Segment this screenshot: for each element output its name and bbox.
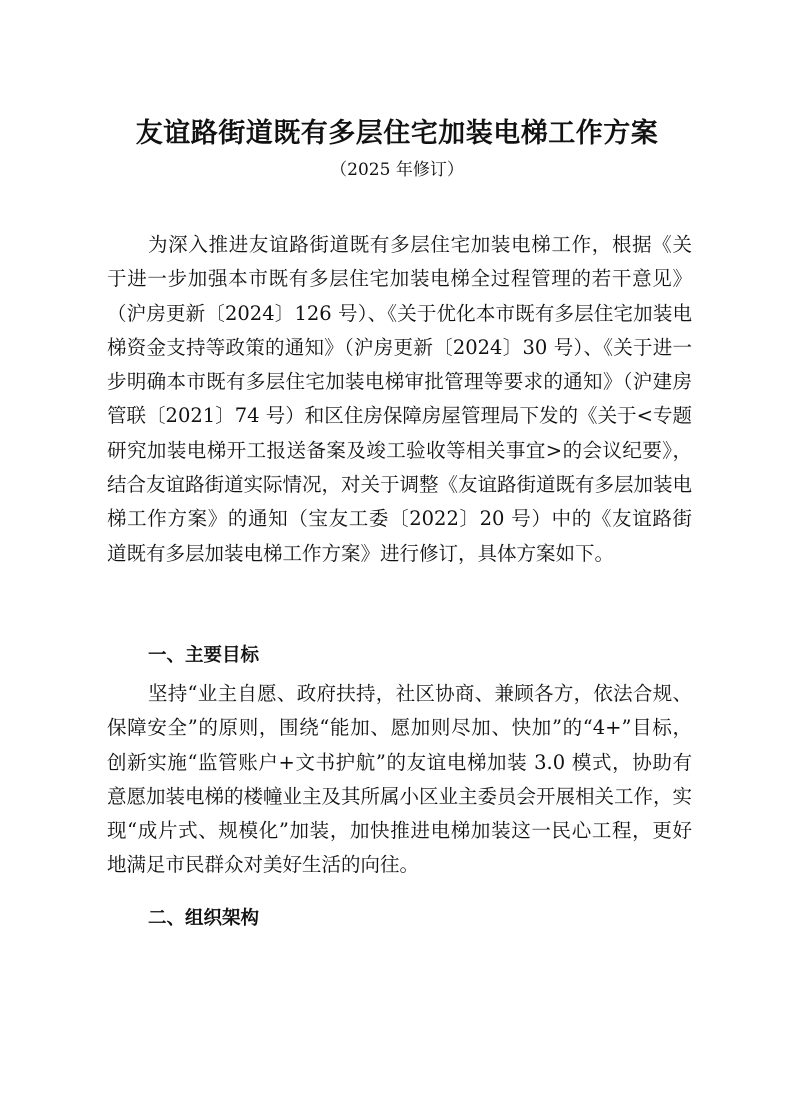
intro-section [107, 228, 692, 571]
document-title: 友谊路街道既有多层住宅加装电梯工作方案 [135, 118, 659, 149]
intro-paragraph: 为深入推进友谊路街道既有多层住宅加装电梯工作，根据《关于进一步加强本市既有多层住宅加装电梯全过程管理的若干意见》（沪房更新〔2024〕126 号）、《关于优化本市既有多层住宅加装电梯资金支持等政策的通知》（沪房更新〔2024〕30 号）、《关于进一步明确本市既有多层住宅加装电梯审批管理等要求的通知》（沪建房管联〔2021〕74 号）和区住房保障房屋管理局下发的《关于<专题研究加装电梯开工报送备案及竣工验收等相关事宜>的会议纪要》，结合友谊路街道实际情况，对关于调整《友谊路街道既有多层加装电梯工作方案》的通知（宝友工委〔2022〕20 号）中的《友谊路街道既有多层加装电梯工作方案》进行修订，具体方案如下。 [107, 233, 693, 565]
section2-heading: 二、组织架构 [148, 908, 260, 929]
section1-heading: 一、主要目标 [148, 645, 260, 666]
section1-paragraph: 坚持“业主自愿、政府扶持，社区协商、兼顾各方，依法合规、保障安全”的原则，围绕“能加、愿加则尽加、快加”的“4+”目标，创新实施“监管账户+文书护航”的友谊电梯加装 3.0 模式，协助有意愿加装电梯的楼幢业主及其所属小区业主委员会开展相关工作，实现“成片式、规模化”加装，加快推进电梯加装这一民心工程，更好地满足市民群众对美好生活的向往。 [107, 682, 693, 877]
section1-body [107, 677, 692, 883]
document-subtitle: （2025 年修订） [330, 160, 464, 180]
